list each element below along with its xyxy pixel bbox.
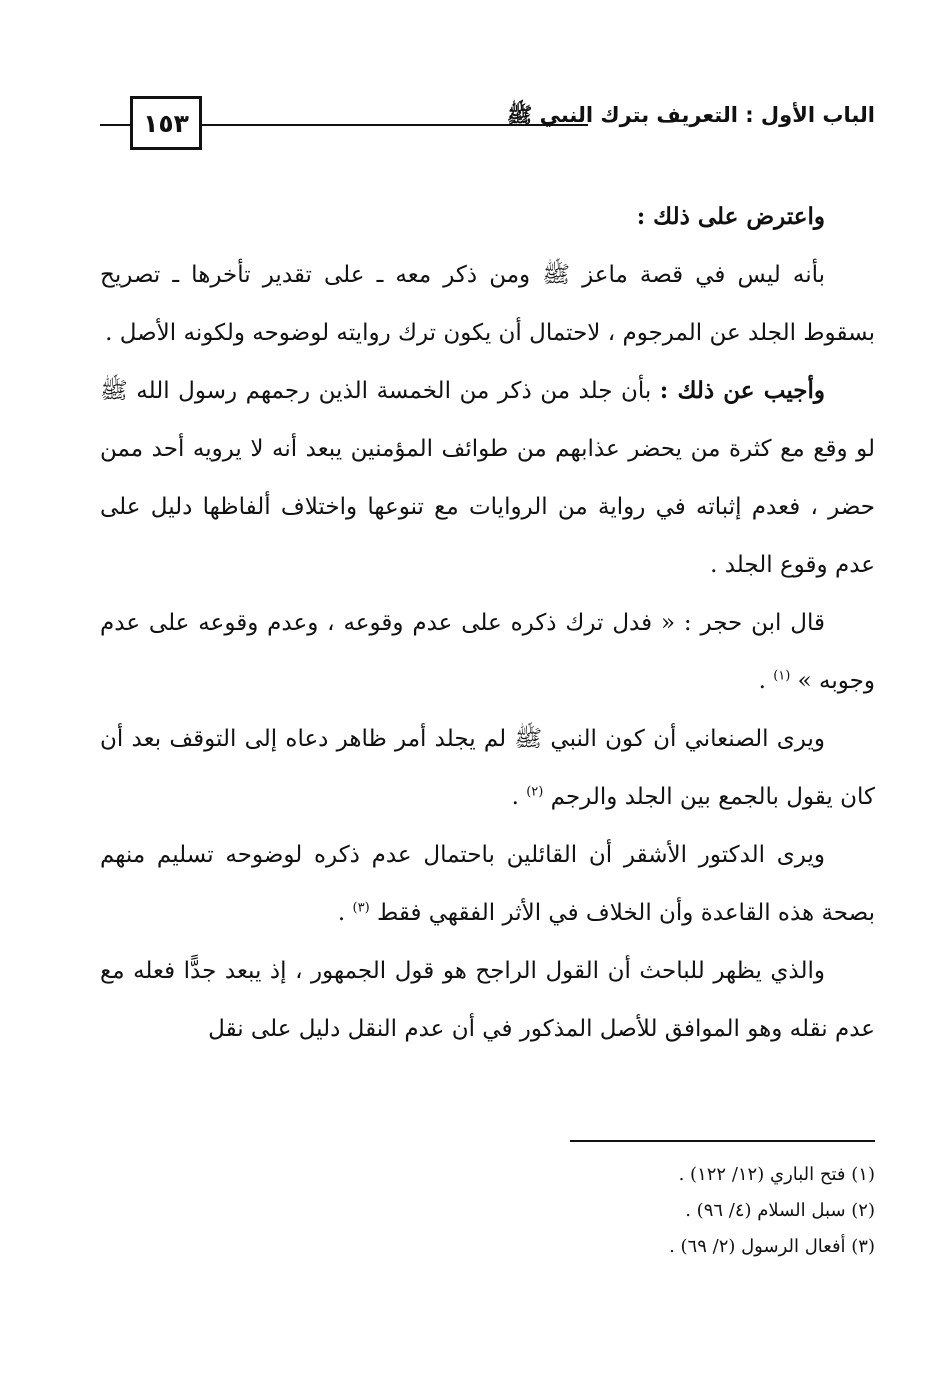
sanani-end: .: [511, 784, 527, 810]
footnote-ref-2[interactable]: (٢): [526, 784, 544, 800]
footnotes: [500, 1157, 875, 1265]
paragraph-answer: [100, 362, 875, 594]
answer-lead: وأجيب عن ذلك :: [659, 377, 825, 404]
footnote-ref-1[interactable]: (١): [773, 668, 791, 684]
sanani-text: ويرى الصنعاني أن كون النبي ﷺ لم يجلد أمر ظاهر دعاه إلى التوقف بعد أن كان يقول بالجمع بين الجلد والرجم: [100, 726, 875, 810]
footnote-ref-3[interactable]: (٣): [352, 900, 370, 916]
paragraph-conclusion: والذي يظهر للباحث أن القول الراجح هو قول الجمهور ، إذ يبعد جدًّا فعله مع عدم نقله وهو الموافق للأصل المذكور في أن عدم النقل دليل على نقل: [100, 958, 875, 1042]
ibn-hajar-quote: قال ابن حجر : « فدل ترك ذكره على عدم وقوعه ، وعدم وقوعه على عدم وجوبه »: [100, 610, 875, 694]
footnote-separator: [570, 1140, 875, 1142]
paragraph-objection-heading: واعترض على ذلك :: [636, 203, 825, 230]
ibn-hajar-end: .: [758, 668, 774, 694]
ashqar-text: ويرى الدكتور الأشقر أن القائلين باحتمال عدم ذكره لوضوحه تسليم منهم بصحة هذه القاعدة وأن الخلاف في الأثر الفقهي فقط: [100, 842, 875, 926]
paragraph-sanani: [100, 710, 875, 826]
footnote-1: (١) فتح الباري (١٢/ ١٢٢) .: [678, 1164, 875, 1185]
paragraph-ashqar: [100, 826, 875, 942]
body-text: [100, 188, 875, 1058]
footnote-3: (٣) أفعال الرسول (٢/ ٦٩) .: [669, 1236, 875, 1257]
answer-text: بأن جلد من ذكر من الخمسة الذين رجمهم رسول الله ﷺ لو وقع مع كثرة من يحضر عذابهم من طوائف المؤمنين يبعد أنه لا يرويه أحد ممن حضر ، فعدم إثباته في رواية من الروايات مع تنوعها واختلاف ألفاظها دليل على عدم وقوع الجلد .: [100, 378, 875, 578]
paragraph-objection: بأنه ليس في قصة ماعز ﷺ ومن ذكر معه ـ على تقدير تأخرها ـ تصريح بسقوط الجلد عن المرجوم ، لاحتمال أن يكون ترك روايته لوضوحه ولكونه الأصل .: [100, 262, 875, 346]
ashqar-end: .: [337, 900, 353, 926]
header-rule-left: [100, 124, 130, 126]
page-number: ١٥٣: [130, 96, 202, 150]
footnote-2: (٢) سبل السلام (٤/ ٩٦) .: [685, 1200, 875, 1221]
page-header: [100, 92, 875, 154]
chapter-title: الباب الأول : التعريف بترك النبي ﷺ: [506, 103, 875, 127]
paragraph-ibn-hajar: [100, 594, 875, 710]
